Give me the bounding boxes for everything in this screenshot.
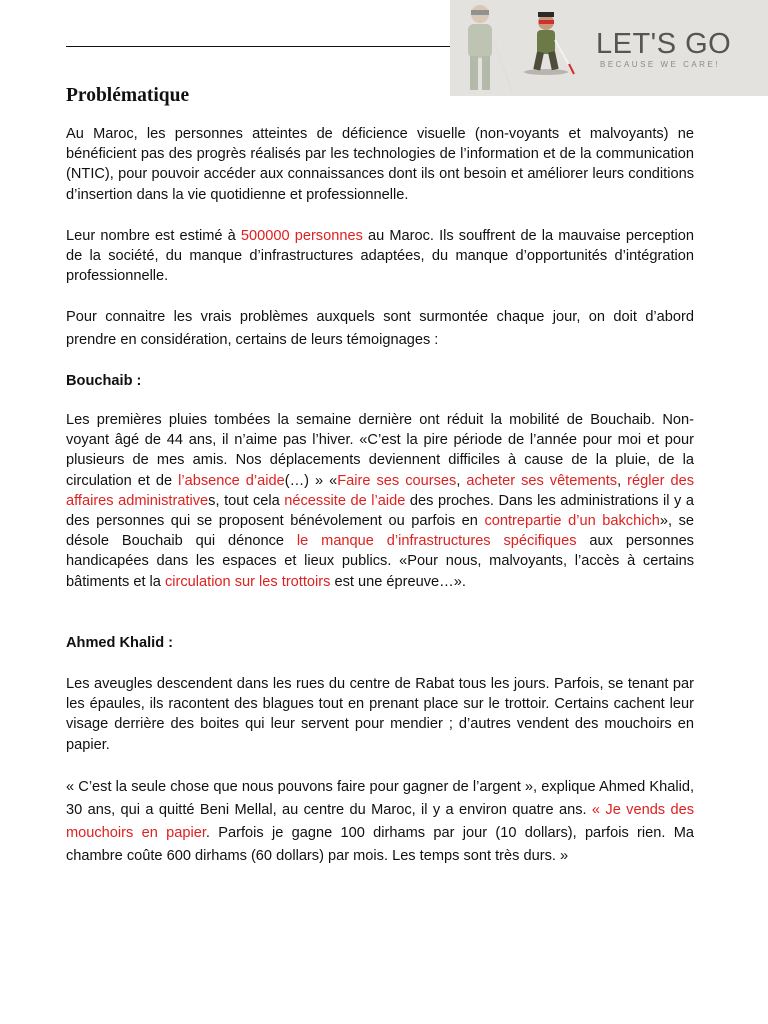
paragraph-rabat: Les aveugles descendent dans les rues du centre de Rabat tous les jours. Parfois, se tenant par les épaules, ils racontent des blagues tout en prenant place sur le trottoir. Certains cachent leur visage derrière des boites qui leur servent pour mendier ; d’autres vendent des mouchoirs en papier. bbox=[66, 676, 694, 753]
highlight-bakchich: contrepartie d’un bakchich bbox=[484, 513, 660, 530]
text-segment: Les premières pluies tombées la semaine dernière ont réduit la mobilité de Bouchaib. Non-voyant âgé de 44 ans, il n’aime pas l’hiver. «C’est la pire période de l’année pour moi et pour plusieurs de mes amis. Nos déplacements deviennent difficiles à cause de la pluie, de la circulation et de bbox=[66, 412, 694, 489]
speaker-ahmed-khalid: Ahmed Khalid : bbox=[66, 635, 174, 651]
text-segment: , bbox=[617, 472, 628, 489]
text-segment: au Maroc. Ils souffrent de la mauvaise perception de la société, du manque d’infrastructures adaptées, du manque d’opportunités d’intégration professionnelle. bbox=[66, 228, 695, 285]
text-segment: « C’est la seule chose que nous pouvons faire pour gagner de l’argent », explique Ahmed Khalid, 30 ans, qui a quitté Beni Mellal, au centre du Maroc, il y a environ quatre ans. bbox=[66, 779, 694, 818]
highlight-mouchoirs: « Je vends des mouchoirs en papier bbox=[66, 802, 694, 841]
paragraph-intro: Au Maroc, les personnes atteintes de déficience visuelle (non-voyants et malvoyants) ne bénéficient pas des progrès réalisés par les technologies de l’information et de la communication (NTIC), pour pouvoir accéder aux connaissances dont ils ont besoin et améliorer leurs conditions d’insertion dans la vie quotidienne et professionnelle. bbox=[66, 126, 694, 203]
text-segment: , bbox=[456, 472, 467, 489]
speaker-bouchaib: Bouchaib : bbox=[66, 373, 142, 389]
highlight-affaires: régler des affaires administrative bbox=[66, 472, 695, 509]
text-segment: est une épreuve…». bbox=[330, 573, 466, 590]
text-segment: (…) » « bbox=[284, 472, 338, 489]
text-segment: Leur nombre est estimé à bbox=[66, 228, 241, 244]
highlight-necessite-aide: nécessite de l’aide bbox=[284, 492, 406, 509]
highlight-absence-aide: l’absence d’aide bbox=[178, 472, 285, 489]
highlight-vetements: acheter ses vêtements bbox=[466, 472, 618, 489]
text-segment: aux personnes handicapées dans les espaces et lieux publics. «Pour nous, malvoyants, l’accès à certains bâtiments et la bbox=[66, 533, 694, 590]
text-segment: . Parfois je gagne 100 dirhams par jour (10 dollars), parfois rien. Ma chambre coûte 600 dirhams (60 dollars) par mois. Les temps sont très durs. » bbox=[66, 825, 694, 864]
lets-go-logo bbox=[450, 0, 768, 96]
paragraph-testimonials-intro: Pour connaitre les vrais problèmes auxquels sont surmontée chaque jour, on doit d’abord prendre en considération, certains de leurs témoignages : bbox=[66, 309, 694, 348]
logo-title: LET'S GO bbox=[596, 28, 732, 60]
highlight-courses: Faire ses courses bbox=[337, 472, 457, 489]
blind-walkers-illustration bbox=[450, 0, 590, 96]
header-rule bbox=[66, 46, 450, 47]
blind-walker-icon bbox=[524, 12, 574, 75]
highlight-trottoirs: circulation sur les trottoirs bbox=[164, 573, 331, 590]
faded-walker-icon bbox=[468, 5, 512, 92]
text-segment: », se désole Bouchaib qui dénonce bbox=[66, 513, 695, 550]
highlight-population: 500000 personnes bbox=[240, 228, 363, 244]
paragraph-population bbox=[66, 226, 694, 287]
page-title: Problématique bbox=[66, 85, 190, 106]
paragraph-ahmed-quote bbox=[66, 776, 694, 868]
paragraph-bouchaib bbox=[66, 410, 694, 592]
logo-tagline: BECAUSE WE CARE! bbox=[600, 60, 721, 69]
text-segment: s, tout cela bbox=[208, 492, 285, 509]
highlight-infrastructures: le manque d’infrastructures spécifiques bbox=[296, 533, 577, 550]
text-segment: des proches. Dans les administrations il y a des personnes qui se proposent bénévolement ou parfois en bbox=[66, 492, 694, 530]
